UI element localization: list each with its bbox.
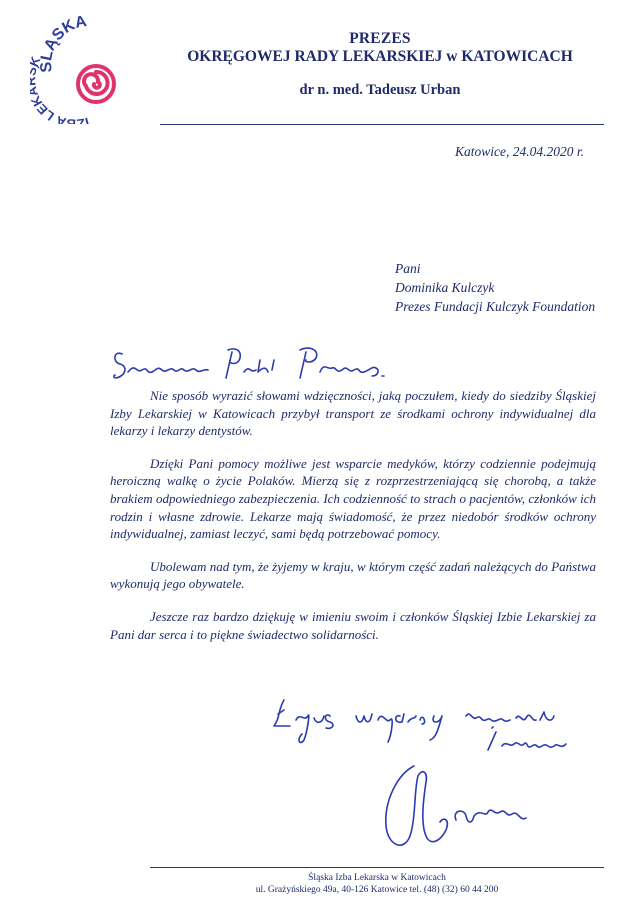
letterhead-name: dr n. med. Tadeusz Urban [299, 82, 461, 98]
letterhead-title: PREZES [349, 30, 411, 47]
addressee-line: Pani [395, 261, 421, 276]
logo-text-left: IZBA LEKARSKA [30, 54, 91, 124]
chamber-logo [30, 12, 142, 124]
addressee-line: Dominika Kulczyk [395, 280, 495, 295]
letterhead-subtitle: OKRĘGOWEJ RADY LEKARSKIEJ w KATOWICACH [187, 48, 573, 65]
body-paragraph: Dzięki Pani pomocy możliwe jest wsparcie medyków, którzy codziennie podejmują heroiczną walkę o życie Polaków. Mierzą się z rozprzestrzeniającą się chorobą, a także brakiem odpowiedniego zabezpieczenia. Ich codzienność to strach o pacjentów, członków ich rodzin i własne zdrowie. Lekarze mają świadomość, że przez niedobór środków ochrony indywidualnej, zamiast leczyć, sami będą potrzebować pomocy. [110, 455, 596, 542]
body-paragraph: Ubolewam nad tym, że żyjemy w kraju, w którym część zadań należących do Państwa wykonują jego obywatele. [110, 558, 596, 592]
body-paragraph: Jeszcze raz bardzo dziękuję w imieniu swoim i członków Śląskiej Izbie Lekarskiej za Pani dar serca i to piękne świadectwo solidarności. [110, 608, 596, 642]
signature [370, 760, 540, 855]
footer-address: ul. Grażyńskiego 49a, 40-126 Katowice tel. (48) (32) 60 44 200 [255, 885, 499, 895]
body-paragraph: Nie sposób wyrazić słowami wdzięczności, jaką poczułem, kiedy do siedziby Śląskiej Izby Lekarskiej w Katowicach przybył transport ze środkami ochrony indywidualnej dla lekarzy i lekarzy dentystów. [110, 388, 596, 439]
letterhead [160, 30, 600, 99]
footer [150, 872, 604, 896]
letter-date: Katowice, 24.04.2020 r. [455, 144, 585, 159]
addressee-block [395, 259, 595, 316]
footer-org: Śląska Izba Lekarska w Katowicach [308, 873, 446, 883]
logo-text-top: ŚLĄSKA [37, 12, 89, 74]
handwritten-salutation [110, 340, 400, 388]
handwritten-closing [270, 690, 590, 770]
footer-divider [150, 867, 604, 868]
logo-graphic [30, 12, 142, 124]
header-divider [160, 124, 604, 125]
letter-body [110, 387, 596, 658]
addressee-line: Prezes Fundacji Kulczyk Foundation [395, 299, 596, 314]
spiral-rose-icon [78, 66, 114, 102]
